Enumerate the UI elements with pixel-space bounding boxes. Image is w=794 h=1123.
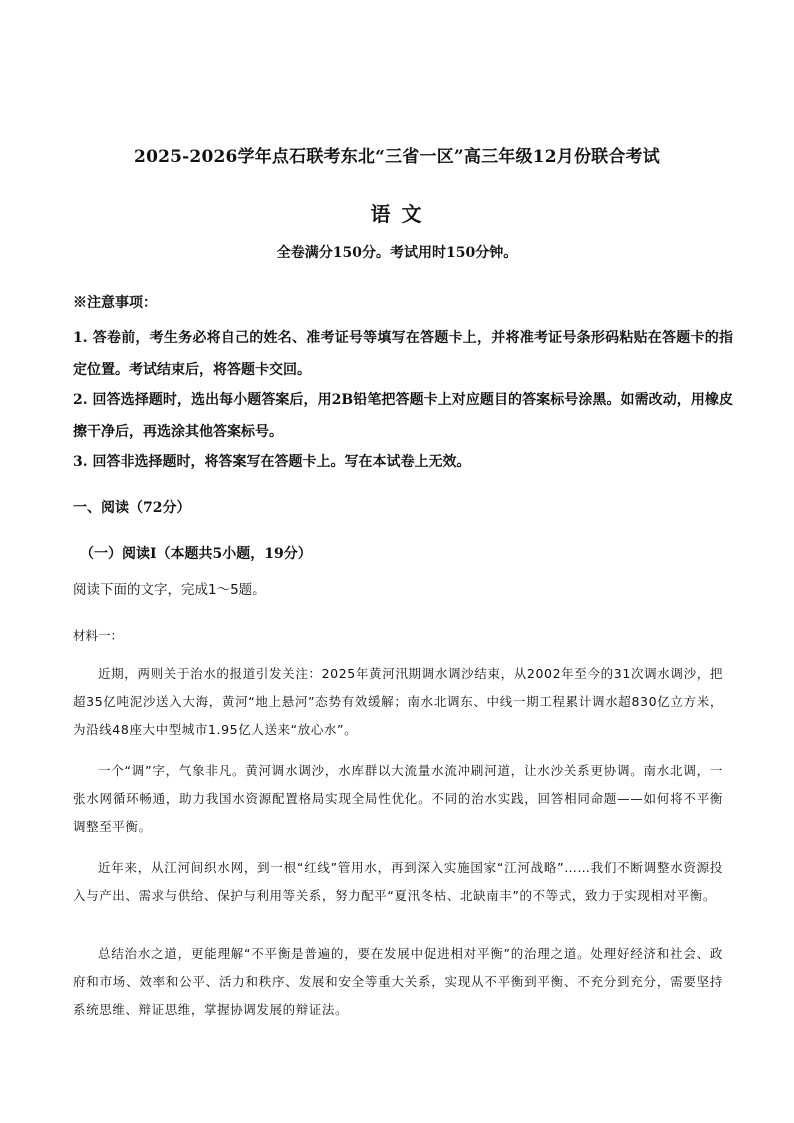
material-paragraph-3: 近年来，从江河间织水网，到一根“红线”管用水，再到深入实施国家“江河战略”……我们不断调整水资源投入与产出、需求与供给、保护与利用等关系，努力配平“夏汛冬枯、北缺南丰”的不等式，致力于实现相对平衡。 xyxy=(73,860,723,903)
section-heading-reading: 一、阅读（72分） xyxy=(73,500,191,516)
material-paragraph-1: 近期，两则关于治水的报道引发关注：2025年黄河汛期调水调沙结束，从2002年至今的31次调水调沙，把超35亿吨泥沙送入大海，黄河“地上悬河”态势有效缓解；南水北调东、中线一期工程累计调水超830亿立方米，为沿线48座大中型城市1.95亿人送来“放心水”。 xyxy=(73,666,723,737)
notice-item-1: 1. 答卷前，考生务必将自己的姓名、准考证号等填写在答题卡上，并将准考证号条形码粘贴在答题卡的指定位置。考试结束后，将答题卡交回。 xyxy=(73,330,733,378)
subject-title: 语 文 xyxy=(370,202,424,226)
notice-item-3: 3. 回答非选择题时，将答案写在答题卡上。写在本试卷上无效。 xyxy=(73,454,471,470)
sub-heading-reading-1: （一）阅读Ⅰ（本题共5小题，19分） xyxy=(80,546,312,562)
reading-instruction: 阅读下面的文字，完成1～5题。 xyxy=(73,582,266,598)
notice-item-2: 2. 回答选择题时，选出每小题答案后，用2B铅笔把答题卡上对应题目的答案标号涂黑。如需改动，用橡皮擦干净后，再选涂其他答案标号。 xyxy=(73,392,733,440)
material-paragraph-2: 一个“调”字，气象非凡。黄河调水调沙，水库群以大流量水流冲刷河道，让水沙关系更协调。南水北调，一张水网循环畅通，助力我国水资源配置格局实现全局性优化。不同的治水实践，回答相同命题——如何将不平衡调整至平衡。 xyxy=(73,763,723,834)
notice-heading: ※注意事项： xyxy=(73,295,157,311)
exam-title: 2025-2026学年点石联考东北“三省一区”高三年级12月份联合考试 xyxy=(134,147,660,167)
material-label: 材料一： xyxy=(73,628,124,643)
score-time-info: 全卷满分150分。考试用时150分钟。 xyxy=(276,245,518,261)
material-paragraph-4: 总结治水之道，更能理解“不平衡是普遍的，要在发展中促进相对平衡”的治理之道。处理好经济和社会、政府和市场、效率和公平、活力和秩序、发展和安全等重大关系，实现从不平衡到平衡、不充分到充分，需要坚持系统思维、辩证思维，掌握协调发展的辩证法。 xyxy=(73,946,723,1017)
